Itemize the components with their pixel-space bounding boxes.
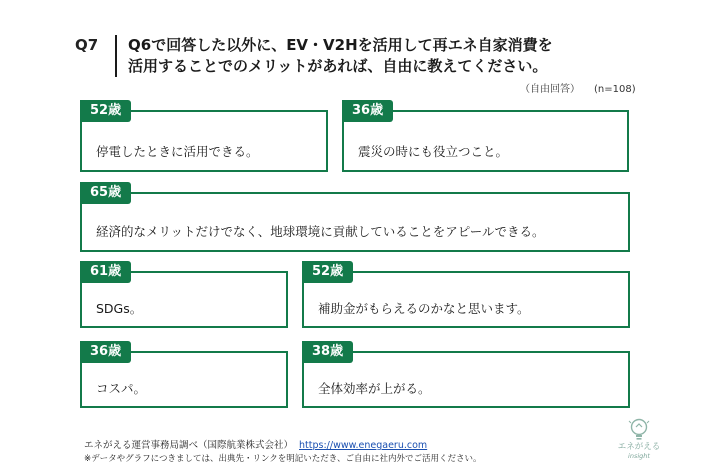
question-divider: [115, 35, 117, 77]
question-line-2: 活用することでのメリットがあれば、自由に教えてください。: [128, 57, 548, 75]
answer-card-5: [302, 264, 630, 328]
lightbulb-icon: [628, 418, 650, 442]
answer-card-6: [80, 344, 288, 408]
answer-card-3: [80, 185, 630, 252]
answer-text: 全体効率が上がる。: [318, 381, 431, 396]
answer-text: 補助金がもらえるのかなと思います。: [318, 301, 530, 316]
logo-brand: エネがえる: [617, 442, 661, 452]
answer-text: 震災の時にも役立つこと。: [358, 144, 509, 159]
question-line-1: Q6で回答した以外に、EV・V2Hを活用して再エネ自家消費を: [128, 36, 553, 54]
answer-text: SDGs。: [96, 301, 143, 316]
answer-card-2: [342, 103, 629, 172]
question-note: [520, 80, 636, 95]
logo-sub: insight: [628, 452, 650, 460]
sample-size: (n=108): [594, 84, 636, 95]
answer-card-7: [302, 344, 630, 408]
age-badge: 36歳: [80, 341, 131, 363]
answer-text: 経済的なメリットだけでなく、地球環境に貢献していることをアピールできる。: [96, 224, 545, 239]
brand-logo: [612, 418, 666, 468]
source-text: エネがえる運営事務局調べ（国際航業株式会社）: [84, 440, 294, 451]
age-badge: 52歳: [80, 100, 131, 122]
question-text: [128, 35, 648, 77]
age-badge: 36歳: [342, 100, 393, 122]
source-link[interactable]: https://www.enegaeru.com: [299, 440, 428, 451]
age-badge: 65歳: [80, 182, 131, 204]
answer-text: 停電したときに活用できる。: [96, 144, 259, 159]
age-badge: 38歳: [302, 341, 353, 363]
answer-card-4: [80, 264, 288, 328]
answer-text: コスパ。: [96, 381, 147, 396]
source-credit: [84, 437, 427, 451]
question-number: Q7: [75, 36, 99, 54]
age-badge: 61歳: [80, 261, 131, 283]
answer-card-1: [80, 103, 328, 172]
usage-note: ※データやグラフにつきましては、出典先・リンクを明記いただき、ご自由に社内外でご活用ください。: [84, 454, 482, 464]
age-badge: 52歳: [302, 261, 353, 283]
answer-type: （自由回答）: [520, 84, 580, 95]
